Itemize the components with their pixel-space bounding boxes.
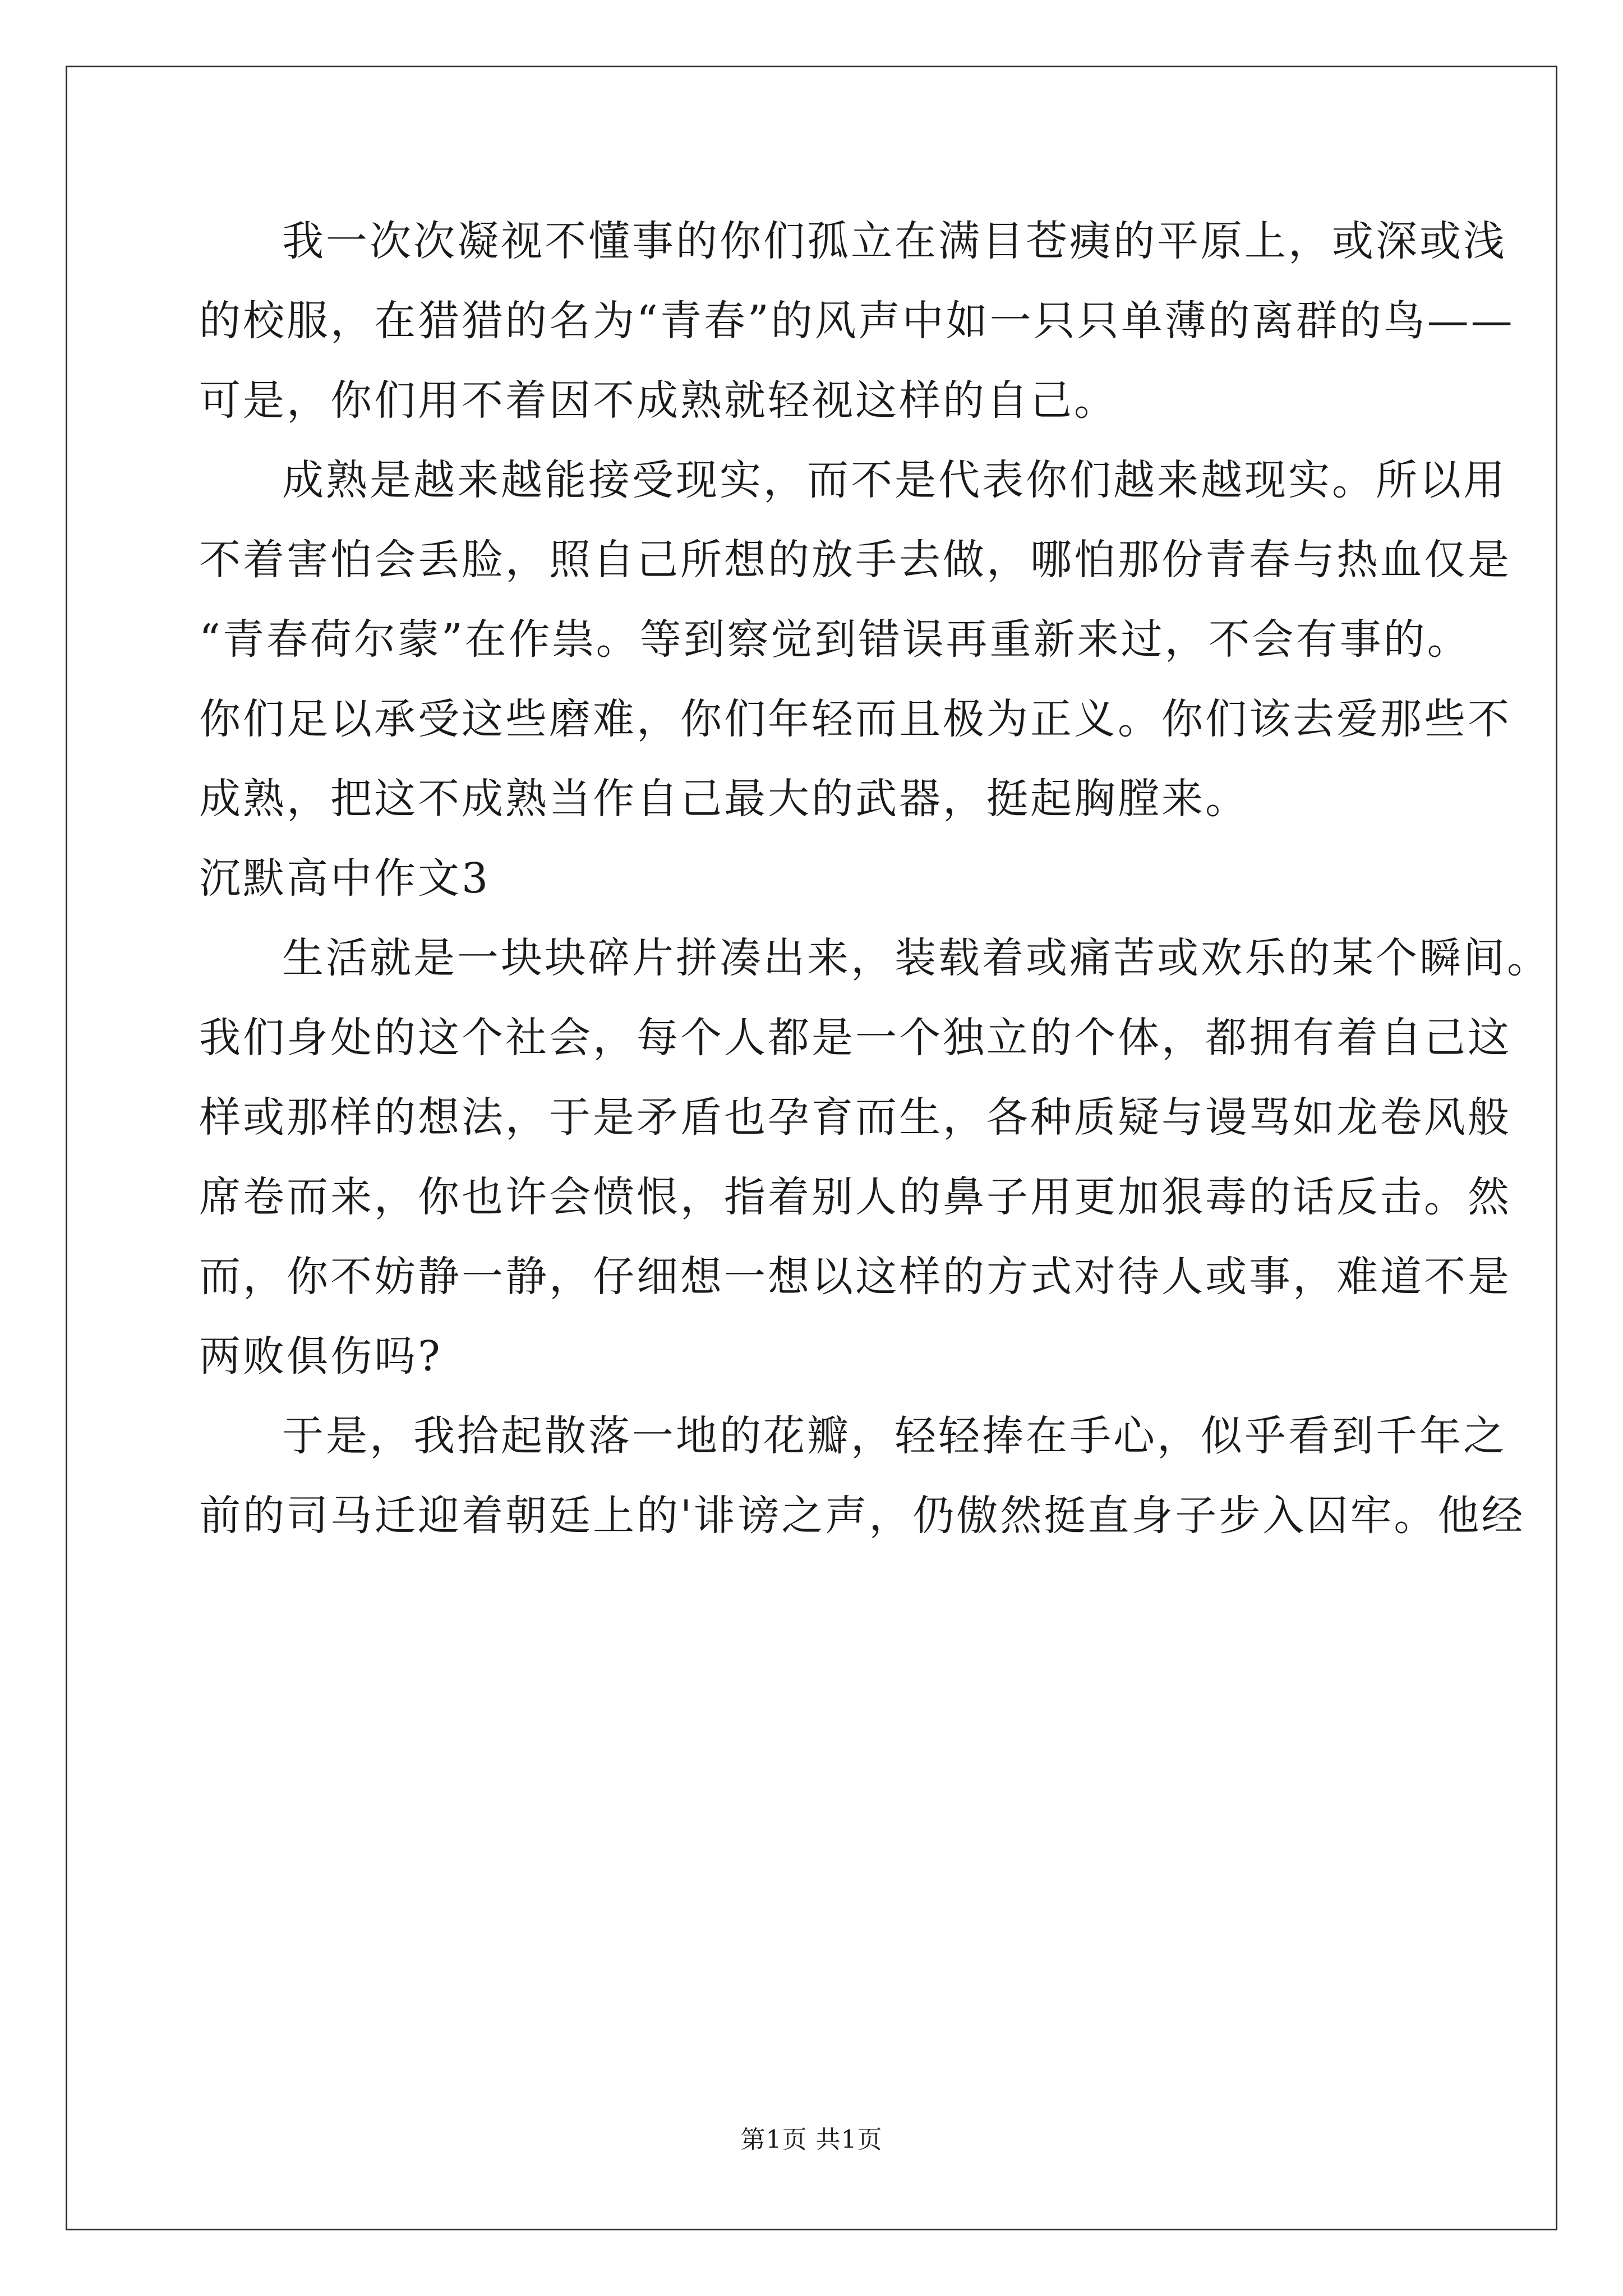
- text-line: 我们身处的这个社会，每个人都是一个独立的个体，都拥有着自己这: [199, 1014, 1511, 1062]
- text-line: 而，你不妨静一静，仔细想一想以这样的方式对待人或事，难道不是: [199, 1253, 1511, 1301]
- text-line: 你们足以承受这些磨难，你们年轻而且极为正义。你们该去爱那些不: [199, 695, 1511, 743]
- text-line: 成熟，把这不成熟当作自己最大的武器，挺起胸膛来。: [199, 775, 1249, 823]
- text-line: 可是，你们用不着因不成熟就轻视这样的自己。: [199, 376, 1118, 425]
- text-line: 我一次次凝视不懂事的你们孤立在满目苍痍的平原上，或深或浅: [282, 217, 1507, 265]
- text-line: 两败俱伤吗?: [199, 1332, 442, 1381]
- text-line: 生活就是一块块碎片拼凑出来，装载着或痛苦或欢乐的某个瞬间。: [282, 934, 1551, 982]
- page-number-footer: 第1页 共1页: [740, 2125, 883, 2154]
- text-line: 不着害怕会丢脸，照自己所想的放手去做，哪怕那份青春与热血仅是: [199, 536, 1511, 584]
- section-heading: 沉默高中作文3: [199, 854, 491, 903]
- text-line: 于是，我拾起散落一地的花瓣，轻轻捧在手心，似乎看到千年之: [282, 1412, 1507, 1460]
- text-line: 席卷而来，你也许会愤恨，指着别人的鼻子用更加狠毒的话反击。然: [199, 1173, 1511, 1221]
- text-line: “青春荷尔蒙”在作祟。等到察觉到错误再重新来过，不会有事的。: [199, 615, 1471, 664]
- text-line: 样或那样的想法，于是矛盾也孕育而生，各种质疑与谩骂如龙卷风般: [199, 1093, 1511, 1142]
- text-line: 前的司马迁迎着朝廷上的'诽谤之声，仍傲然挺直身子步入囚牢。他经: [199, 1492, 1525, 1540]
- text-line: 成熟是越来越能接受现实，而不是代表你们越来越现实。所以用: [282, 456, 1507, 504]
- text-line: 的校服，在猎猎的名为“青春”的风声中如一只只单薄的离群的鸟——: [199, 297, 1515, 345]
